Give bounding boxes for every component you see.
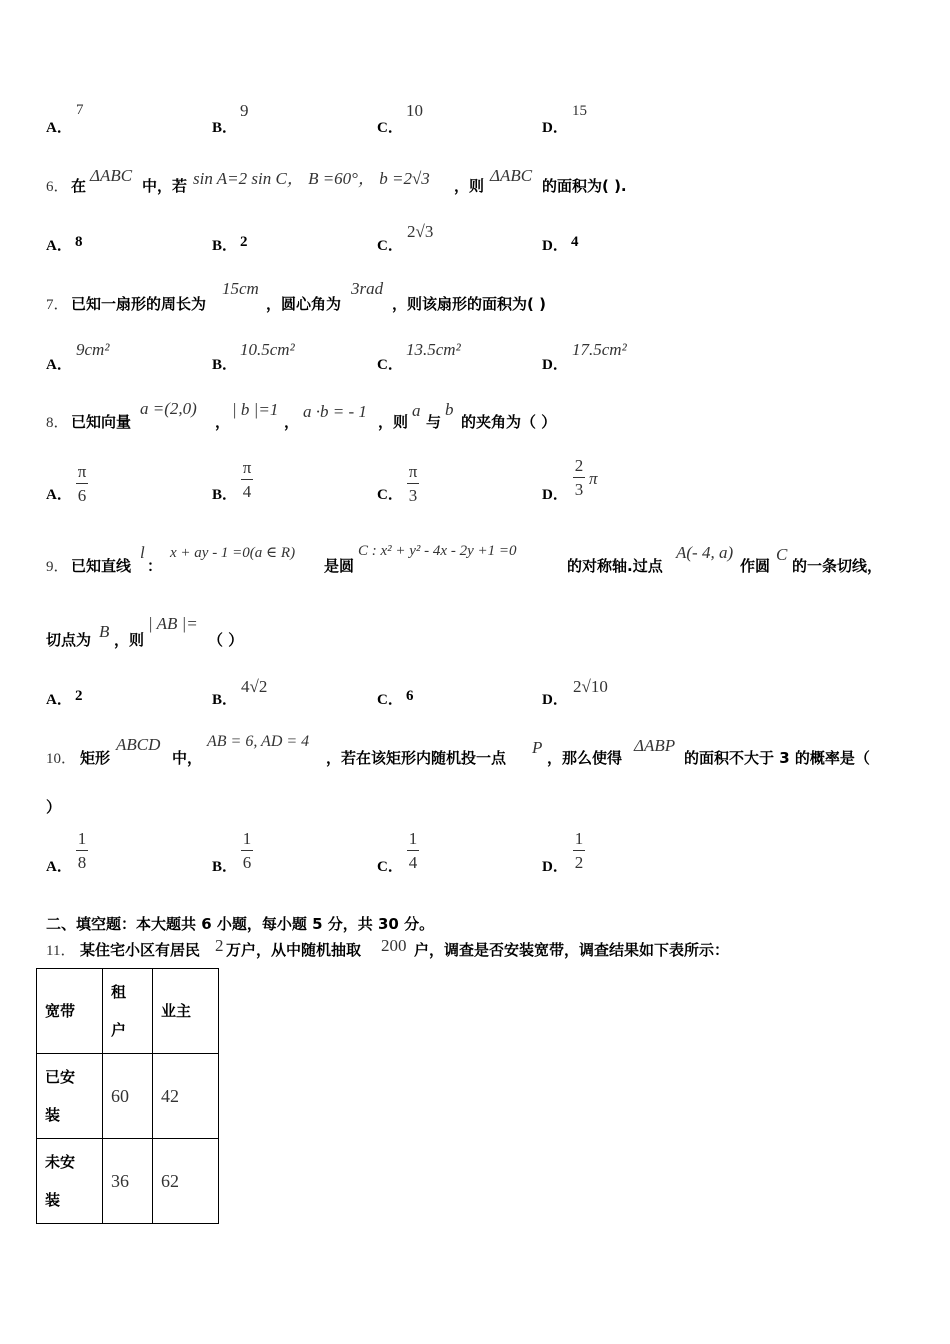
q11-math-2: 200: [381, 936, 407, 955]
q10-option-d-numerator: 1: [574, 829, 584, 848]
q7-option-c-label: C．: [377, 357, 403, 373]
q6-math-1: ΔABC: [90, 166, 133, 185]
q11-text-3: 户，调查是否安装宽带，调查结果如下表所示：: [414, 941, 730, 959]
q8-text-6: 的夹角为（ ）: [461, 413, 557, 431]
table-header-cell: [103, 969, 153, 1054]
table-cell: [103, 1054, 153, 1139]
q8-text-2: ，: [215, 413, 231, 431]
q6-text-1: 在: [71, 177, 87, 195]
q8-option-d-fraction: [573, 456, 585, 499]
q8-math-2: | b |=1: [232, 400, 279, 419]
fraction-bar: [407, 483, 419, 484]
q10-math-2: AB = 6, AD = 4: [207, 733, 310, 750]
q11-number: 11．: [46, 943, 76, 959]
q9-option-b-label: B．: [212, 692, 238, 708]
q9-option-b-value: 4√2: [241, 677, 268, 696]
q10-option-d-label: D．: [542, 859, 568, 875]
q7-number: 7．: [46, 297, 69, 313]
q9-option-d-value: 2√10: [573, 677, 608, 696]
q10-option-c-numerator: 1: [408, 829, 418, 848]
q9-text-5: 作圆: [740, 557, 771, 575]
q7-text-2: ，圆心角为: [266, 295, 342, 313]
q10-option-b-fraction: [241, 829, 253, 872]
q9-option-a-label: A．: [46, 692, 72, 708]
q10-math-4: ΔABP: [634, 736, 676, 755]
q10-text-6: ）: [46, 798, 62, 816]
q6-math-2: sin A=2 sin C， B =60°， b =2√3: [193, 169, 430, 188]
q5-option-c-label: C．: [377, 120, 403, 136]
q9-math-7: | AB |=: [148, 614, 198, 633]
installed-owner-value: 42: [161, 1085, 179, 1106]
q10-text-3: ，若在该矩形内随机投一点: [326, 749, 507, 767]
q8-text-5: 与: [426, 413, 442, 431]
section-2-title: 二、填空题：本大题共 6 小题，每小题 5 分，共 30 分。: [46, 915, 435, 933]
fraction-bar: [573, 850, 585, 851]
q7-option-d-value: 17.5cm²: [572, 340, 627, 359]
q8-text-3: ，: [284, 413, 300, 431]
q9-text-7: 切点为: [46, 631, 92, 649]
q10-option-c-denominator: 4: [408, 853, 418, 872]
q5-option-d-value: 15: [572, 103, 587, 119]
q8-text-4: ，则: [378, 413, 409, 431]
table-row: [37, 1054, 219, 1139]
q9-option-c-label: C．: [377, 692, 403, 708]
table-cell: [103, 1139, 153, 1224]
q9-text-9: （ ）: [208, 631, 244, 649]
q8-option-b-fraction: [241, 458, 253, 501]
q5-option-b-label: B．: [212, 120, 238, 136]
q8-option-a-fraction: [76, 462, 88, 505]
q6-text-3: ，则: [454, 177, 485, 195]
q8-option-d-suffix: π: [589, 469, 598, 488]
q10-option-a-label: A．: [46, 859, 72, 875]
q8-math-1: a =(2,0): [140, 399, 197, 418]
q10-option-a-fraction: [76, 829, 88, 872]
q8-option-c-denominator: 3: [408, 486, 418, 505]
q8-option-a-denominator: 6: [77, 486, 87, 505]
table-header-cell: [153, 969, 219, 1054]
q6-option-a-label: A．: [46, 238, 72, 254]
q10-number: 10．: [46, 751, 77, 767]
q9-math-6: B: [99, 622, 110, 641]
q10-option-c-label: C．: [377, 859, 403, 875]
q10-math-1: ABCD: [116, 735, 161, 754]
q10-option-d-denominator: 2: [574, 853, 584, 872]
q6-text-4: 的面积为( ).: [542, 177, 627, 195]
q8-option-b-denominator: 4: [242, 482, 252, 501]
q6-option-d-label: D．: [542, 238, 568, 254]
q9-text-4: 的对称轴.过点: [567, 557, 663, 575]
q8-option-d-label: D．: [542, 487, 568, 503]
q8-text-1: 已知向量: [71, 413, 132, 431]
q9-math-2: x + ay - 1 =0(a ∈ R): [170, 545, 296, 561]
q7-option-a-value: 9cm²: [76, 340, 110, 359]
survey-table: [36, 968, 219, 1224]
q11-text-2: 万户，从中随机抽取: [226, 941, 362, 959]
q6-number: 6．: [46, 179, 69, 195]
q8-option-d-numerator: 2: [574, 456, 584, 475]
q5-option-d-label: D．: [542, 120, 568, 136]
q10-math-3: P: [532, 738, 543, 757]
q8-number: 8．: [46, 415, 69, 431]
q9-number: 9．: [46, 559, 69, 575]
table-row-label-cell: [37, 1054, 103, 1139]
q10-option-a-numerator: 1: [77, 829, 87, 848]
q8-option-c-label: C．: [377, 487, 403, 503]
q10-text-5: 的面积不大于 3 的概率是（: [684, 749, 870, 767]
q8-option-d-denominator: 3: [574, 480, 584, 499]
q9-option-d-label: D．: [542, 692, 568, 708]
table-header-cell: [37, 969, 103, 1054]
row-installed-label: 已安装: [45, 1068, 76, 1124]
q9-text-6: 的一条切线，: [792, 557, 883, 575]
q9-text-2: ：: [147, 557, 163, 575]
q8-option-b-label: B．: [212, 487, 238, 503]
q9-option-a-value: 2: [75, 688, 83, 704]
fraction-bar: [241, 479, 253, 480]
q9-math-5: C: [776, 545, 788, 564]
q10-option-d-fraction: [573, 829, 585, 872]
q8-math-4: a: [412, 401, 421, 420]
table-row-label-cell: [37, 1139, 103, 1224]
q10-option-a-denominator: 8: [77, 853, 87, 872]
q6-text-2: 中，若: [142, 177, 188, 195]
fraction-bar: [407, 850, 419, 851]
q5-option-a-value: 7: [76, 102, 84, 118]
table-cell: [153, 1054, 219, 1139]
q6-option-c-label: C．: [377, 238, 403, 254]
q10-text-1: 矩形: [80, 749, 111, 767]
q9-text-1: 已知直线: [71, 557, 132, 575]
q6-option-b-label: B．: [212, 238, 238, 254]
q7-option-b-value: 10.5cm²: [240, 340, 295, 359]
q10-text-4: ，那么使得: [547, 749, 623, 767]
q8-option-c-numerator: π: [408, 462, 418, 481]
q8-math-5: b: [445, 400, 454, 419]
not-installed-tenant-value: 36: [111, 1170, 129, 1191]
q7-math-2: 3rad: [351, 279, 384, 298]
q9-text-8: ，则: [114, 631, 145, 649]
header-tenant: 租户: [111, 983, 127, 1039]
q9-option-c-value: 6: [406, 688, 414, 704]
q9-math-1: l: [140, 543, 145, 562]
not-installed-owner-value: 62: [161, 1170, 179, 1191]
fraction-bar: [76, 483, 88, 484]
q9-math-4: A(- 4, a): [676, 543, 734, 562]
q7-option-d-label: D．: [542, 357, 568, 373]
q7-text-1: 已知一扇形的周长为: [71, 295, 207, 313]
q10-text-2: 中，: [172, 749, 203, 767]
q6-option-a-value: 8: [75, 234, 83, 250]
q6-option-b-value: 2: [240, 234, 248, 250]
q11-math-1: 2: [215, 936, 224, 955]
q6-option-d-value: 4: [571, 234, 579, 250]
q10-option-c-fraction: [407, 829, 419, 872]
q7-option-b-label: B．: [212, 357, 238, 373]
q6-option-c-value: 2√3: [407, 222, 434, 241]
fraction-bar: [573, 477, 585, 478]
table-header-row: [37, 969, 219, 1054]
header-owner: 业主: [161, 1002, 192, 1020]
row-not-installed-label: 未安装: [45, 1153, 76, 1209]
q7-option-a-label: A．: [46, 357, 72, 373]
q8-option-a-numerator: π: [77, 462, 87, 481]
table-cell: [153, 1139, 219, 1224]
installed-tenant-value: 60: [111, 1085, 129, 1106]
fraction-bar: [76, 850, 88, 851]
q5-option-b-value: 9: [240, 101, 249, 120]
q6-math-3: ΔABC: [490, 166, 533, 185]
fraction-bar: [241, 850, 253, 851]
table-row: [37, 1139, 219, 1224]
q7-text-3: ，则该扇形的面积为( ): [392, 295, 546, 313]
q11-text-1: 某住宅小区有居民: [80, 941, 201, 959]
q8-option-b-numerator: π: [242, 458, 252, 477]
q10-option-b-label: B．: [212, 859, 238, 875]
q8-option-a-label: A．: [46, 487, 72, 503]
header-broadband: 宽带: [45, 1002, 76, 1020]
q7-math-1: 15cm: [222, 279, 259, 298]
q9-text-3: 是圆: [324, 557, 355, 575]
q10-option-b-denominator: 6: [242, 853, 252, 872]
q5-option-c-value: 10: [406, 101, 423, 120]
q9-math-3: C : x² + y² - 4x - 2y +1 =0: [358, 543, 517, 559]
q7-option-c-value: 13.5cm²: [406, 340, 461, 359]
q8-math-3: a ·b = - 1: [303, 402, 367, 421]
q8-option-c-fraction: [407, 462, 419, 505]
q5-option-a-label: A．: [46, 120, 72, 136]
q10-option-b-numerator: 1: [242, 829, 252, 848]
